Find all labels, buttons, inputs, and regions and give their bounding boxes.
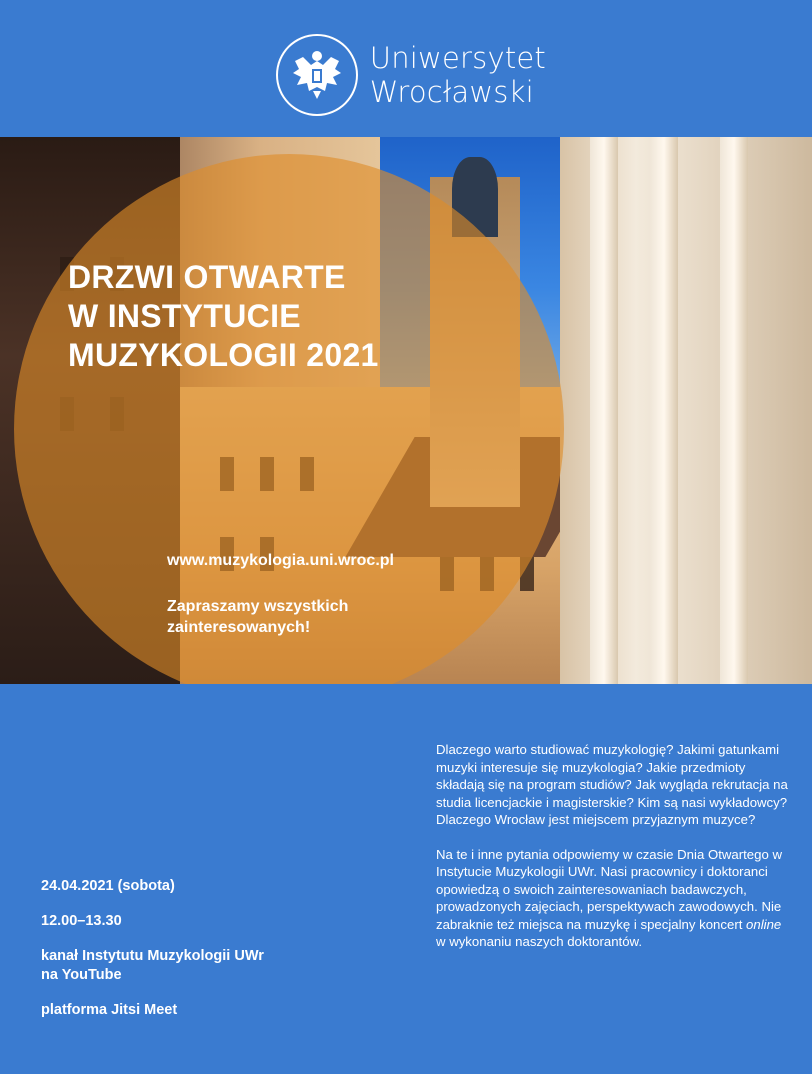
title-line2: W INSTYTUCIE (68, 298, 301, 334)
pillar (720, 137, 748, 684)
event-channel: kanał Instytutu Muzykologii UWr na YouTube (41, 948, 264, 983)
event-platform: platforma Jitsi Meet (41, 1002, 178, 1018)
eagle-crest-icon (276, 34, 358, 116)
hero-photo (0, 137, 812, 684)
event-title (68, 258, 379, 375)
university-logo[interactable] (276, 29, 546, 121)
header (0, 0, 812, 137)
event-time: 12.00–13.30 (41, 913, 122, 929)
university-name (370, 41, 546, 109)
event-details (41, 877, 271, 1036)
description-paragraph-2 (436, 846, 788, 951)
university-name-line2: Wrocławski (369, 75, 534, 109)
description-paragraph-2-italic: online (746, 916, 782, 932)
title-line3: MUZYKOLOGII 2021 (68, 337, 379, 373)
title-line1: DRZWI OTWARTE (68, 259, 346, 295)
pillar (650, 137, 678, 684)
event-date: 24.04.2021 (sobota) (41, 878, 175, 894)
website-link[interactable]: www.muzykologia.uni.wroc.pl (167, 552, 394, 569)
event-description (436, 741, 788, 968)
pillar (590, 137, 618, 684)
description-paragraph-2-start: Na te i inne pytania odpowiemy w czasie Dnia Otwartego w Instytucie Muzykologii UWr. Nasi pracownicy i doktoranci opowiedzą o swoich zainteresowaniach badawczych, prowadzonych zajęciach, perspektywach zawodowych. Nie zabraknie też miejsca na muzykę i specjalny koncert (436, 846, 782, 932)
invitation-text: Zapraszamy wszystkich zainteresowanych! (167, 598, 349, 636)
university-name-line1: Uniwersytet (369, 41, 546, 75)
description-paragraph-2-end: w wykonaniu naszych doktorantów. (436, 934, 642, 949)
description-paragraph-1: Dlaczego warto studiować muzykologię? Jakimi gatunkami muzyki interesuje się muzykologia? Jakie przedmioty składają się na program studiów? Jak wygląda rekrutacja na studia licencjackie i magisterskie? Kim są nasi wykładowcy? Dlaczego Wrocław jest miejscem przyjaznym muzyce? (436, 742, 788, 827)
